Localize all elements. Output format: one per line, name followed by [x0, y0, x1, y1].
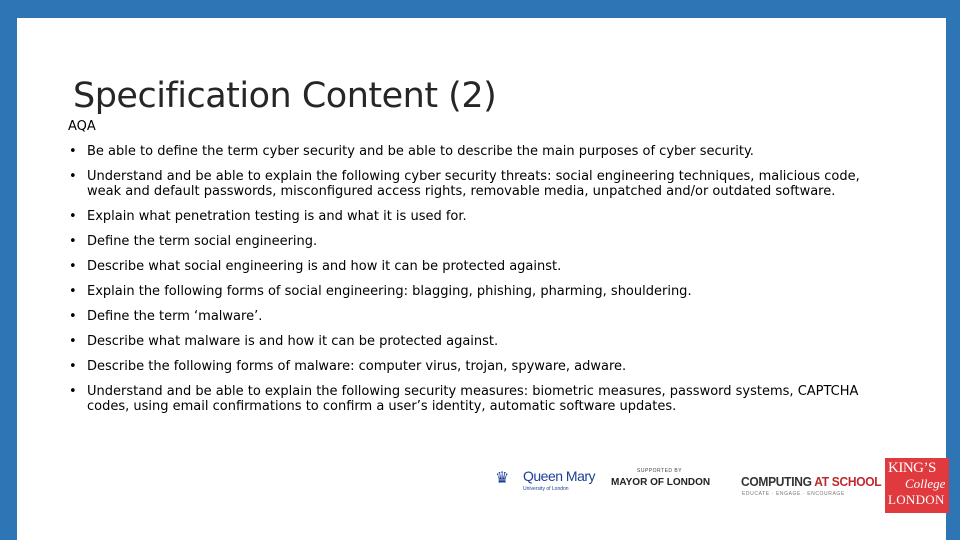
sponsor-logos [493, 454, 946, 514]
mayor-supported-by: SUPPORTED BY [637, 468, 683, 474]
bullet-list [68, 144, 888, 414]
bullet-item: • Define the term social engineering. [68, 234, 888, 249]
slide [17, 18, 946, 540]
bullet-item: • Understand and be able to explain the following cyber security threats: social engineering techniques, malicious code, weak and default passwords, misconfigured access rights, removable media, unpatched and/or outdated software. [68, 169, 888, 199]
bullet-item: • Describe the following forms of malware: computer virus, trojan, spyware, adware. [68, 359, 888, 374]
bullet-item: • Understand and be able to explain the following security measures: biometric measures, password systems, CAPTCHA codes, using email confirmations to confirm a user’s identity, automatic software updates. [68, 384, 888, 414]
queen-mary-sub: University of London [523, 486, 569, 492]
kcl-line2: College [905, 476, 946, 491]
bullet-item: • Describe what social engineering is and how it can be protected against. [68, 259, 888, 274]
bullet-item: • Describe what malware is and how it can be protected against. [68, 334, 888, 349]
mayor-name: MAYOR OF LONDON [611, 477, 711, 488]
cas-word-2: AT SCHOOL [814, 474, 882, 490]
crown-icon: ♛ [495, 468, 510, 487]
queen-mary-logo [493, 466, 596, 496]
bullet-item: • Explain what penetration testing is and what it is used for. [68, 209, 888, 224]
mayor-of-london-logo [611, 468, 715, 498]
cas-word-1: COMPUTING [741, 474, 815, 490]
cas-tagline: EDUCATE · ENGAGE · ENCOURAGE [742, 491, 845, 497]
bullet-item: • Define the term ‘malware’. [68, 309, 888, 324]
spec-heading: AQA [68, 119, 96, 134]
slide-body [68, 119, 888, 424]
kcl-line3: LONDON [888, 492, 945, 507]
kings-college-logo [885, 458, 949, 513]
bullet-item: • Explain the following forms of social engineering: blagging, phishing, pharming, shouldering. [68, 284, 888, 299]
queen-mary-name: Queen Mary [523, 468, 596, 484]
cas-wordmark [741, 474, 882, 490]
computing-at-school-logo [741, 474, 882, 504]
kcl-line1: KING’S [888, 460, 936, 476]
slide-title: Specification Content (2) [73, 76, 497, 116]
bullet-item: • Be able to define the term cyber security and be able to describe the main purposes of cyber security. [68, 144, 888, 159]
